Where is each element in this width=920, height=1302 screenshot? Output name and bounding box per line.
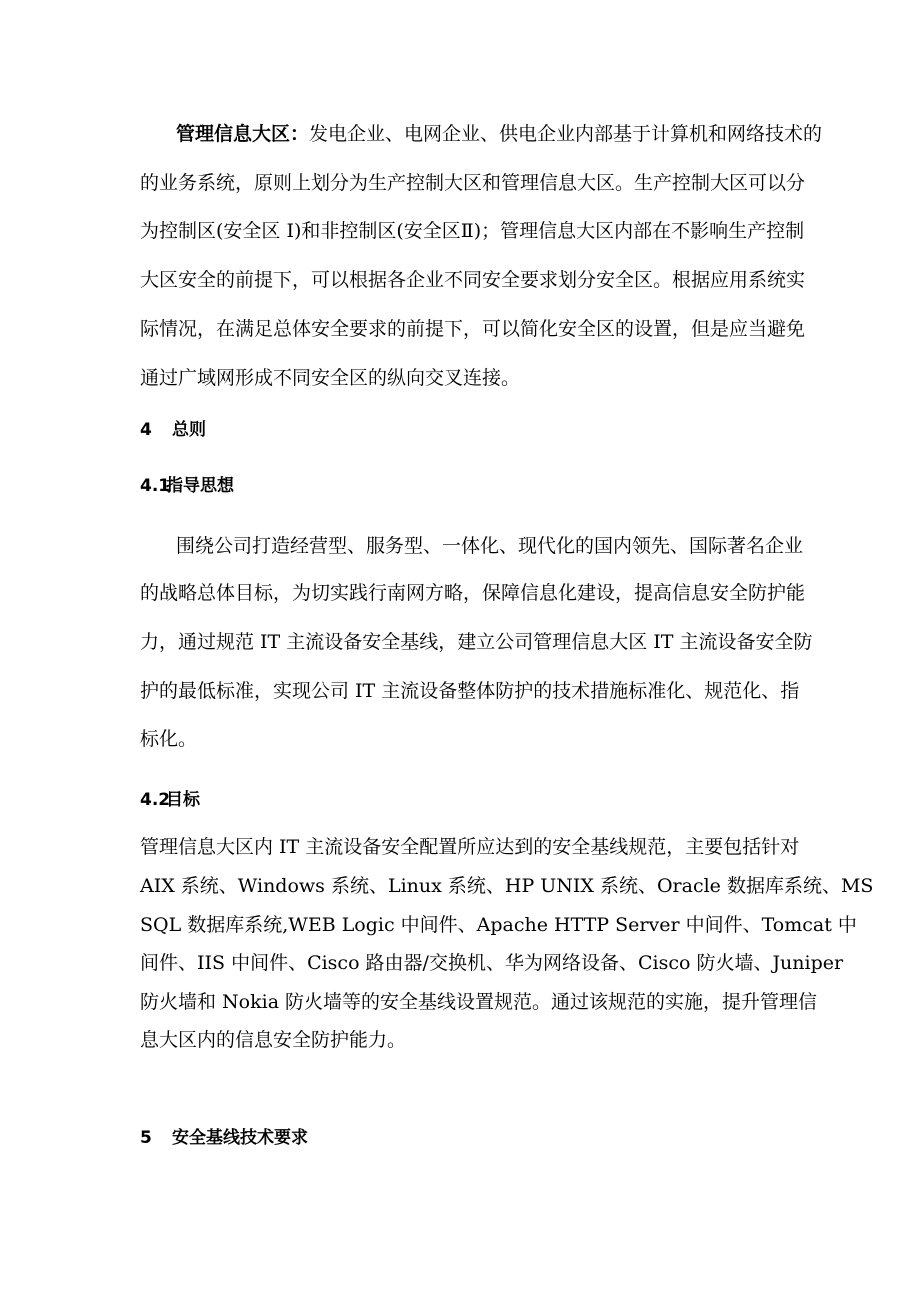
goal-paragraph-line-2: AIX 系统、Windows 系统、Linux 系统、HP UNIX 系统、Oracle 数据库系统、MS xyxy=(140,875,874,897)
guiding-paragraph-line-2: 的战略总体目标，为切实践行南网方略，保障信息化建设，提高信息安全防护能 xyxy=(140,582,806,604)
heading-section-4-title: 总则 xyxy=(172,420,206,440)
heading-section-4 xyxy=(140,418,206,442)
guiding-paragraph-line-1: 围绕公司打造经营型、服务型、一体化、现代化的国内领先、国际著名企业 xyxy=(176,535,804,557)
heading-section-4-number: 4 xyxy=(140,420,152,440)
heading-section-4-2 xyxy=(140,788,200,812)
intro-paragraph-line-1 xyxy=(176,122,823,146)
heading-section-5-number: 5 xyxy=(140,1128,152,1148)
intro-paragraph-line-6: 通过广域网形成不同安全区的纵向交叉连接。 xyxy=(140,367,521,389)
heading-section-4-2-title: 目标 xyxy=(166,790,200,810)
intro-line-1-text: 发电企业、电网企业、供电企业内部基于计算机和网络技术的 xyxy=(309,123,823,145)
intro-term-label: 管理信息大区： xyxy=(176,123,310,145)
heading-section-4-1 xyxy=(140,474,234,498)
heading-section-4-2-number: 4.2 xyxy=(140,790,171,810)
goal-paragraph-line-4: 间件、IIS 中间件、Cisco 路由器/交换机、华为网络设备、Cisco 防火墙、Juniper xyxy=(140,952,844,974)
guiding-paragraph-line-3: 力，通过规范 IT 主流设备安全基线，建立公司管理信息大区 IT 主流设备安全防 xyxy=(140,631,813,653)
heading-section-4-1-title: 指导思想 xyxy=(166,476,234,496)
heading-section-5 xyxy=(140,1126,308,1150)
intro-paragraph-line-4: 大区安全的前提下，可以根据各企业不同安全要求划分安全区。根据应用系统实 xyxy=(140,269,806,291)
goal-paragraph-line-1: 管理信息大区内 IT 主流设备安全配置所应达到的安全基线规范，主要包括针对 xyxy=(140,836,800,858)
intro-paragraph-line-2: 的业务系统，原则上划分为生产控制大区和管理信息大区。生产控制大区可以分 xyxy=(140,172,806,194)
guiding-paragraph-line-4: 护的最低标准，实现公司 IT 主流设备整体防护的技术措施标准化、规范化、指 xyxy=(140,680,800,702)
intro-paragraph-line-5: 际情况，在满足总体安全要求的前提下，可以简化安全区的设置，但是应当避免 xyxy=(140,318,806,340)
goal-paragraph-line-3: SQL 数据库系统,WEB Logic 中间件、Apache HTTP Server 中间件、Tomcat 中 xyxy=(140,914,857,936)
heading-section-4-1-number: 4.1 xyxy=(140,476,171,496)
goal-paragraph-line-6: 息大区内的信息安全防护能力。 xyxy=(140,1029,407,1051)
intro-paragraph-line-3: 为控制区(安全区 I)和非控制区(安全区Ⅱ)；管理信息大区内部在不影响生产控制 xyxy=(140,220,805,242)
goal-paragraph-line-5: 防火墙和 Nokia 防火墙等的安全基线设置规范。通过该规范的实施，提升管理信 xyxy=(140,991,818,1013)
heading-section-5-title: 安全基线技术要求 xyxy=(172,1128,308,1148)
guiding-paragraph-line-5: 标化。 xyxy=(140,728,198,750)
